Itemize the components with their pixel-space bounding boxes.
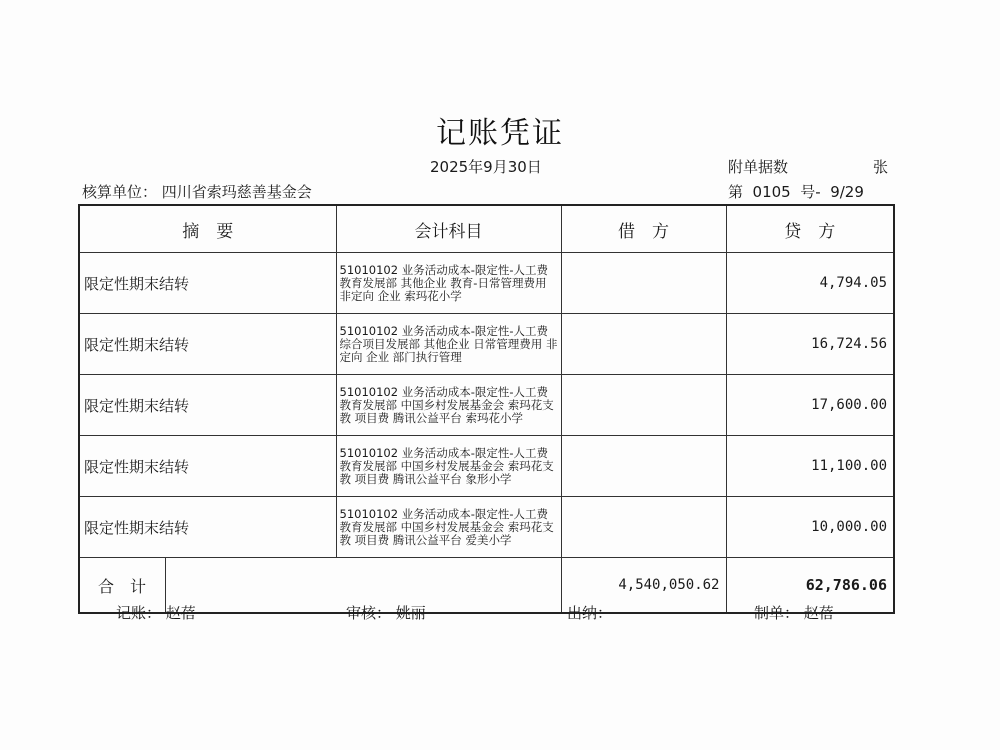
accounting-unit: 核算单位： 四川省索玛慈善基金会 [82, 183, 312, 201]
row-account: 51010102 业务活动成本-限定性-人工费 教育发展部 中国乡村发展基金会 索玛花支教 项目费 腾讯公益平台 象形小学 [336, 436, 561, 497]
bookkeeper-signature: 记账： 赵蓓 [116, 604, 196, 622]
attachments-unit: 张 [873, 158, 889, 176]
table-row [79, 436, 894, 497]
cashier-signature: 出纳： [567, 604, 613, 622]
row-summary: 限定性期末结转 [79, 436, 336, 497]
voucher-title: 记账凭证 [436, 116, 564, 151]
account-header: 会计科目 [336, 205, 561, 253]
table-row [79, 497, 894, 558]
table-row [79, 375, 894, 436]
row-credit: 16,724.56 [726, 314, 894, 375]
row-credit: 4,794.05 [726, 253, 894, 314]
total-credit: 62,786.06 [726, 558, 894, 614]
voucher-table [78, 204, 895, 614]
table-row [79, 314, 894, 375]
row-summary: 限定性期末结转 [79, 375, 336, 436]
row-debit [561, 497, 726, 558]
row-summary: 限定性期末结转 [79, 497, 336, 558]
credit-header: 贷 方 [726, 205, 894, 253]
row-account: 51010102 业务活动成本-限定性-人工费 教育发展部 其他企业 教育-日常管理费用 非定向 企业 索玛花小学 [336, 253, 561, 314]
table-row [79, 253, 894, 314]
table-header-row [79, 205, 894, 253]
row-debit [561, 314, 726, 375]
row-debit [561, 436, 726, 497]
row-credit: 11,100.00 [726, 436, 894, 497]
total-debit: 4,540,050.62 [561, 558, 726, 614]
voucher-date: 2025年9月30日 [430, 158, 542, 176]
row-account: 51010102 业务活动成本-限定性-人工费 综合项目发展部 其他企业 日常管理费用 非定向 企业 部门执行管理 [336, 314, 561, 375]
row-account: 51010102 业务活动成本-限定性-人工费 教育发展部 中国乡村发展基金会 索玛花支教 项目费 腾讯公益平台 爱美小学 [336, 497, 561, 558]
debit-header: 借 方 [561, 205, 726, 253]
attachments-label: 附单据数 [728, 158, 789, 176]
row-debit [561, 375, 726, 436]
row-summary: 限定性期末结转 [79, 253, 336, 314]
preparer-signature: 制单： 赵蓓 [754, 604, 834, 622]
row-credit: 10,000.00 [726, 497, 894, 558]
total-label: 合 计 [79, 558, 165, 614]
row-credit: 17,600.00 [726, 375, 894, 436]
voucher-number: 第 0105 号- 9/29 [728, 183, 864, 201]
row-debit [561, 253, 726, 314]
row-account: 51010102 业务活动成本-限定性-人工费 教育发展部 中国乡村发展基金会 索玛花支教 项目费 腾讯公益平台 索玛花小学 [336, 375, 561, 436]
row-summary: 限定性期末结转 [79, 314, 336, 375]
reviewer-signature: 审核： 姚丽 [346, 604, 426, 622]
summary-header: 摘 要 [79, 205, 336, 253]
